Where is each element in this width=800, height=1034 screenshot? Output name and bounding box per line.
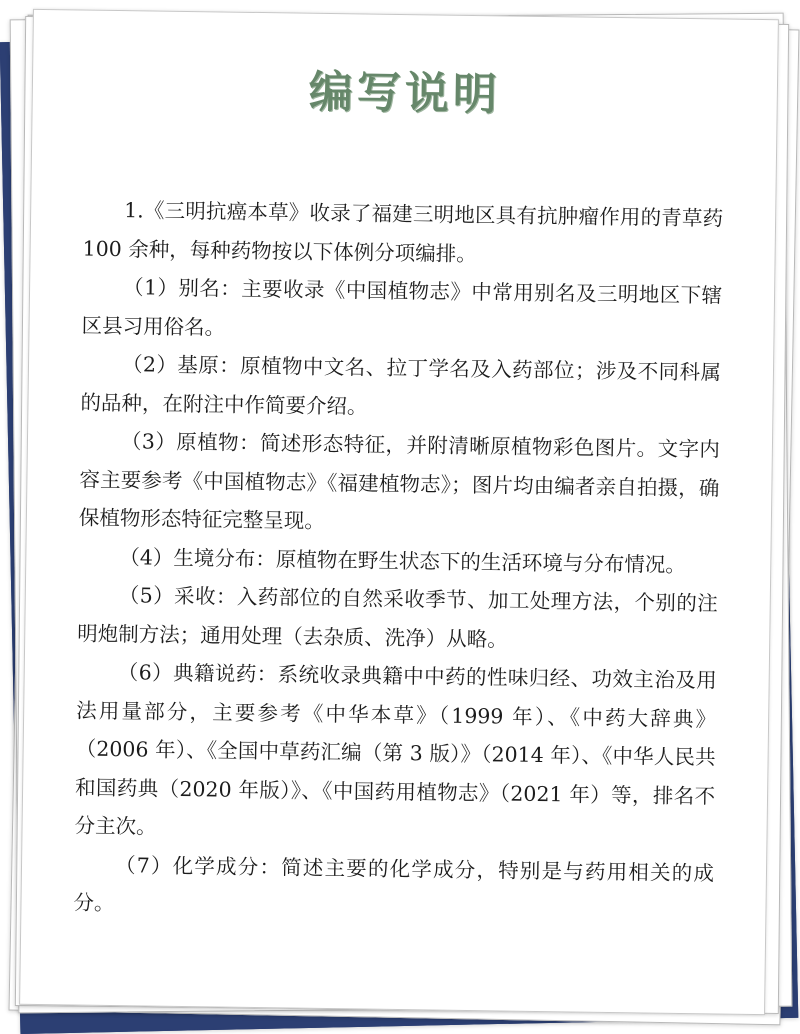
page-body <box>73 191 723 931</box>
paragraph-intro: 1.《三明抗癌本草》收录了福建三明地区具有抗肿瘤作用的青草药 100 余种，每种药物按以下体例分项编排。 <box>82 198 724 266</box>
page-title: 编写说明 <box>308 66 502 121</box>
paragraph-habitat: （4）生境分布：原植物在野生状态下的生活环境与分布情况。 <box>119 544 687 577</box>
paragraph-origin: （2）基原：原植物中文名、拉丁学名及入药部位；涉及不同科属的品种，在附注中作简要介绍。 <box>80 352 722 419</box>
paragraph-harvest: （5）采收：入药部位的自然采收季节、加工处理方法，个别的注明炮制方法；通用处理（去杂质、洗净）从略。 <box>77 583 718 652</box>
paragraph-chemistry: （7）化学成分：简述主要的化学成分，特别是与药用相关的成分。 <box>73 852 715 916</box>
document-page <box>19 9 779 1015</box>
paragraph-plant: （3）原植物：简述形态特征，并附清晰原植物彩色图片。文字内容主要参考《中国植物志》《福建植物志》；图片均由编者亲自拍摄，确保植物形态特征完整呈现。 <box>78 429 721 533</box>
paragraph-classics: （6）典籍说药：系统收录典籍中中药的性味归经、功效主治及用法用量部分，主要参考《中华本草》（1999 年）、《中药大辞典》（2006 年）、《全国中草药汇编（第 3 版）》（2014 年）、《中华人民共和国药典（2020 年版）》、《中国药用植物志》（2021 年）等，排名不分主次。 <box>74 660 717 839</box>
paragraph-alias: （1）别名：主要收录《中国植物志》中常用别名及三明地区下辖区县习用俗名。 <box>81 275 723 340</box>
